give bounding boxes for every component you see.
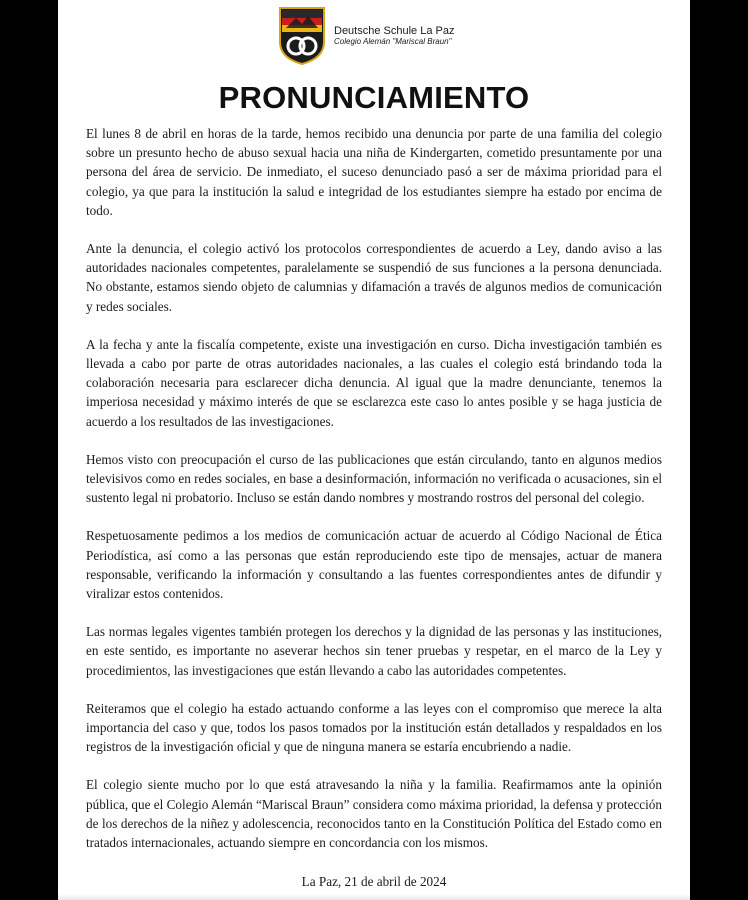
paragraph: Reiteramos que el colegio ha estado actuando conforme a las leyes con el compromiso que merece la alta importancia del caso y que, todos los pasos tomados por la institución están detallados y respaldados en los registros de la investigación oficial y que de ninguna manera se estaría encubriendo a nadie. [86,700,662,755]
paragraph: Ante la denuncia, el colegio activó los protocolos correspondientes de acuerdo a Ley, dando aviso a las autoridades nacionales competentes, paralelamente se suspendió de sus funciones a la persona denunciada. No obstante, estamos siendo objeto de calumnias y difamación a través de algunos medios de comunicación y redes sociales. [86,241,662,314]
paragraph: Respetuosamente pedimos a los medios de comunicación actuar de acuerdo al Código Nacional de Ética Periodística, así como a las personas que están reproduciendo este tipo de mensajes, actuar de manera responsable, verificando la información y consultando a las fuentes correspondientes antes de difundir y viralizar estos contenidos. [86,528,662,602]
school-subtitle: Colegio Alemán "Mariscal Braun" [334,36,452,46]
paragraph: El colegio siente mucho por lo que está atravesando la niña y la familia. Reafirmamos ante la opinión pública, que el Colegio Alemán “Mariscal Braun” considera como máxima prioridad, la defensa y protección de los derechos de la niñez y adolescencia, reconocidos tanto en la Constitución Política del Estado como en tratados internacionales, actuando siempre en concordancia con los mismos. [86,777,662,851]
paragraph: El lunes 8 de abril en horas de la tarde, hemos recibido una denuncia por parte de una familia del colegio sobre un presunto hecho de abuso sexual hacia una niña de Kindergarten, cometido presuntamente por una persona del área de servicio. De inmediato, el suceso denunciado pasó a ser de máxima prioridad para el colegio, ya que para la institución la salud e integridad de los estudiantes siempre ha estado por encima de todo. [86,126,662,218]
school-name: Deutsche Schule La Paz [334,25,455,38]
paragraph: A la fecha y ante la fiscalía competente, existe una investigación en curso. Dicha investigación también es llevada a cabo por parte de otras autoridades nacionales, a las cuales el colegio está brindando toda la colaboración necesaria para esclarecer dicha denuncia. Al igual que la madre denunciante, tenemos la imperiosa necesidad y máximo interés de que se esclarezca este caso lo antes posible y se haga justicia de acuerdo a los resultados de las investigaciones. [86,336,662,429]
page-edge [58,894,690,900]
paragraph: Hemos visto con preocupación el curso de las publicaciones que están circulando, tanto en algunos medios televisivos como en redes sociales, en base a desinformación, información no verificada o acusaciones, sin el sustento legal ni probatorio. Incluso se están dando nombres y mostrando rostros del personal del colegio. [86,451,662,506]
school-name-block [334,26,454,46]
document-body [86,124,662,871]
school-header [278,6,454,66]
document-page [58,0,690,900]
date-line: La Paz, 21 de abril de 2024 [301,874,447,889]
school-crest-logo [278,6,326,66]
document-title: PRONUNCIAMIENTO [218,80,530,115]
paragraph: Las normas legales vigentes también protegen los derechos y la dignidad de las personas y las instituciones, en este sentido, es importante no aseverar hechos sin tener pruebas y respetar, en el marco de la Ley y procedimientos, las investigaciones que están llevando a cabo las autoridades competentes. [86,624,662,678]
